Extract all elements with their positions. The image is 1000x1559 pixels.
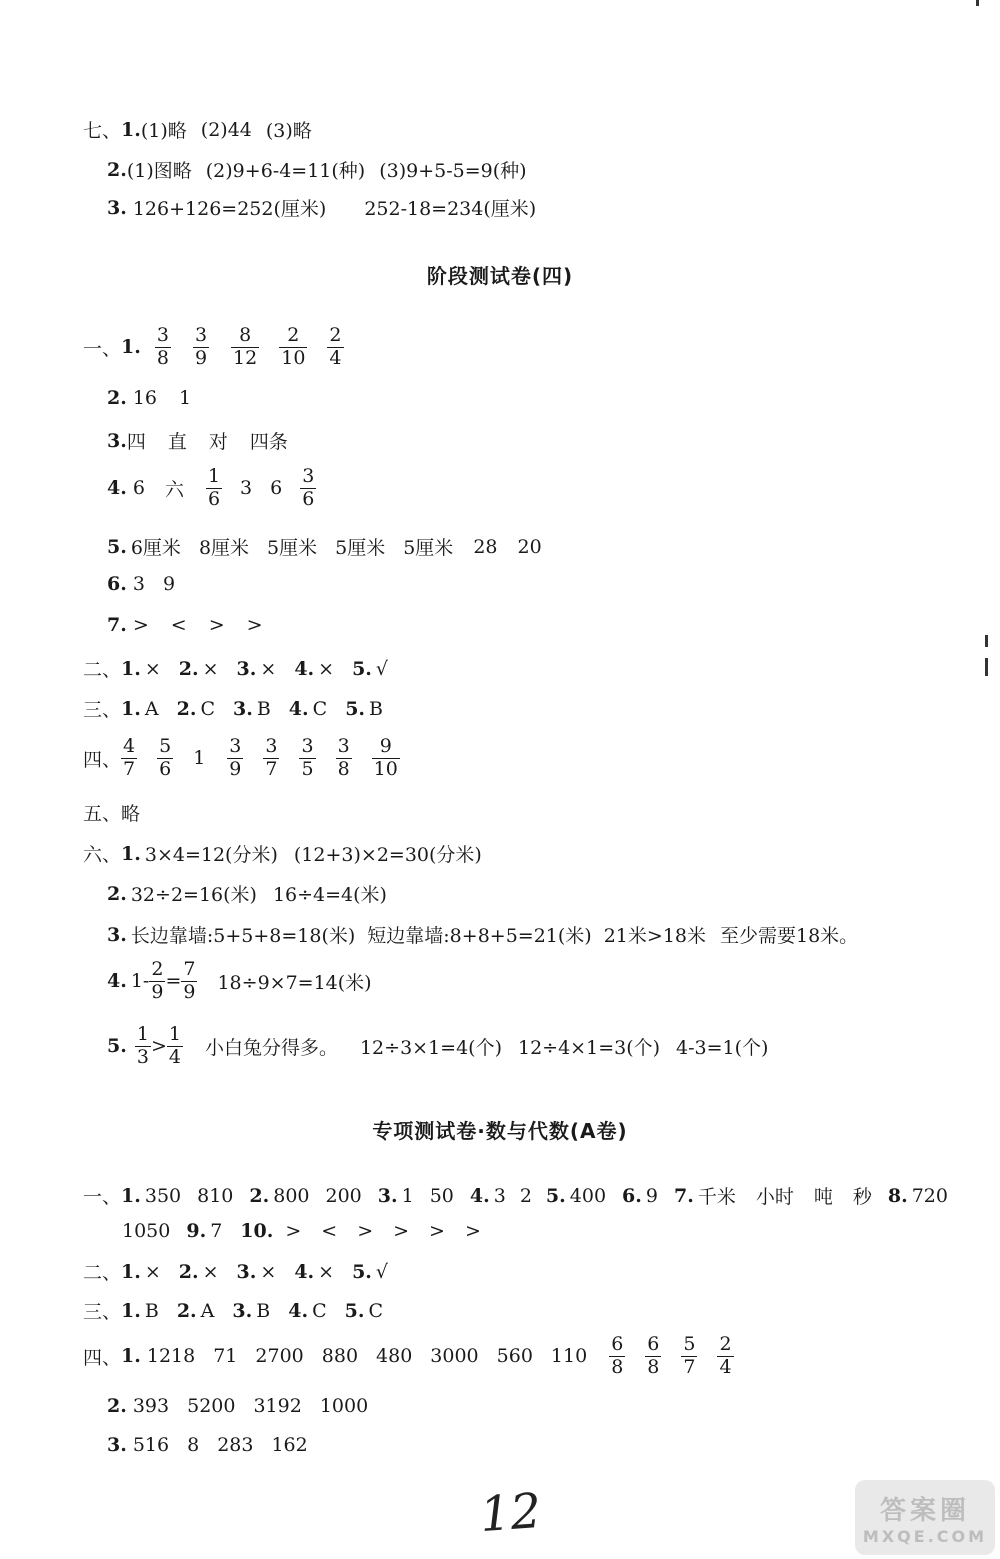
fraction: $\frac{7}{9}$ bbox=[183, 958, 196, 1003]
fraction: $\frac{6}{8}$ bbox=[647, 1333, 660, 1378]
special-s4-q1: 四、 1. 1218 71 2700 880 480 3000 560 110 $\frac{6}{8}$ $\frac{6}{8}$ $\frac{5}{7}$ $\frac{2}{4}$ bbox=[83, 1333, 732, 1378]
special-s1-line1: 一、 1. 350 810 2. 800 200 3. 1 50 4. 3 2 5. 400 6. 9 7. 千米 小时 吨 秒 8. 720 bbox=[83, 1184, 948, 1208]
stage4-s1-q7: 7. > < > > bbox=[107, 614, 263, 636]
sec7-q3: 3. 126+126=252(厘米) 252-18=234(厘米) bbox=[107, 196, 537, 220]
edge-mark bbox=[985, 635, 988, 647]
fraction: $\frac{8}{12}$ bbox=[233, 324, 258, 369]
stage4-s6-q3: 3. 长边靠墙:5+5+8=18(米) 短边靠墙:8+8+5=21(米) 21米>18米 至少需要18米。 bbox=[107, 923, 859, 947]
fraction: $\frac{5}{6}$ bbox=[159, 735, 172, 780]
fraction: $\frac{3}{5}$ bbox=[301, 735, 314, 780]
stage4-s1-q3: 3. 四 直 对 四条 bbox=[107, 429, 288, 453]
sec7-q2: 2. (1)图略 (2)9+6-4=11(种) (3)9+5-5=9(种) bbox=[107, 158, 527, 182]
special-s2: 二、 1. × 2. × 3. × 4. × 5. √ bbox=[83, 1260, 389, 1284]
stage4-s4: 四、 $\frac{4}{7}$ $\frac{5}{6}$ 1 $\frac{3}{9}$ $\frac{3}{7}$ $\frac{3}{5}$ $\frac{3}{8}$ $\frac{9}{10}$ bbox=[83, 735, 398, 780]
section-title: 专项测试卷·数与代数(A卷) bbox=[372, 1119, 628, 1143]
stage4-s6-q1: 六、 1. 3×4=12(分米) (12+3)×2=30(分米) bbox=[83, 842, 482, 866]
stage4-s1-q5: 5. 6厘米 8厘米 5厘米 5厘米 5厘米 28 20 bbox=[107, 535, 542, 559]
special-s1-line2: 1050 9. 7 10. > < > > > > bbox=[122, 1220, 481, 1242]
watermark-logo: 答案圈 MXQE.COM bbox=[855, 1480, 995, 1555]
fraction: $\frac{3}{8}$ bbox=[156, 324, 169, 369]
stage4-s5: 五、 略 bbox=[83, 803, 141, 825]
fraction: $\frac{6}{8}$ bbox=[611, 1333, 624, 1378]
fraction: $\frac{2}{10}$ bbox=[281, 324, 306, 369]
stage4-s3: 三、 1. A 2. C 3. B 4. C 5. B bbox=[83, 697, 383, 721]
fraction: $\frac{3}{9}$ bbox=[229, 735, 242, 780]
fraction: $\frac{3}{7}$ bbox=[265, 735, 278, 780]
special-s4-q2: 2. 393 5200 3192 1000 bbox=[107, 1395, 369, 1417]
fraction: $\frac{2}{4}$ bbox=[329, 324, 342, 369]
fraction: $\frac{3}{8}$ bbox=[337, 735, 350, 780]
fraction: $\frac{1}{4}$ bbox=[168, 1023, 181, 1068]
fraction: $\frac{1}{6}$ bbox=[207, 465, 221, 510]
special-s4-q3: 3. 516 8 283 162 bbox=[107, 1434, 308, 1456]
section-title: 阶段测试卷(四) bbox=[426, 264, 574, 288]
section-label: 七、 bbox=[83, 120, 122, 142]
stage4-s1-q1: 一、 1. $\frac{3}{8}$ $\frac{3}{9}$ $\frac{8}{12}$ $\frac{2}{10}$ $\frac{2}{4}$ bbox=[83, 324, 342, 369]
stage4-s6-q4: 4. 1- $\frac{2}{9}$ = $\frac{7}{9}$ 18÷9×7=14(米) bbox=[107, 958, 372, 1003]
sec7-q1: 七、 1. (1)略 (2)44 (3)略 bbox=[83, 116, 312, 143]
stage4-s1-q2: 2. 16 1 bbox=[107, 387, 192, 409]
fraction: $\frac{2}{9}$ bbox=[151, 958, 164, 1003]
fraction: $\frac{9}{10}$ bbox=[373, 735, 398, 780]
fraction: $\frac{5}{7}$ bbox=[683, 1333, 696, 1378]
fraction: $\frac{2}{4}$ bbox=[719, 1333, 732, 1378]
stage4-s6-q5: 5. $\frac{1}{3}$ > $\frac{1}{4}$ 小白兔分得多。 12÷3×1=4(个) 12÷4×1=3(个) 4-3=1(个) bbox=[107, 1023, 769, 1068]
fraction: $\frac{1}{3}$ bbox=[136, 1023, 149, 1068]
page-number: 12 bbox=[478, 1482, 543, 1544]
fraction: $\frac{4}{7}$ bbox=[123, 735, 136, 780]
stage4-s1-q4: 4. 6 六 $\frac{1}{6}$ 3 6 $\frac{3}{6}$ bbox=[107, 465, 315, 510]
stage4-s1-q6: 6. 3 9 bbox=[107, 573, 176, 595]
stage4-s6-q2: 2. 32÷2=16(米) 16÷4=4(米) bbox=[107, 882, 387, 906]
fraction: $\frac{3}{6}$ bbox=[302, 465, 315, 510]
edge-mark bbox=[976, 0, 979, 6]
special-s3: 三、 1. B 2. A 3. B 4. C 5. C bbox=[83, 1299, 383, 1323]
stage4-s2: 二、 1. × 2. × 3. × 4. × 5. √ bbox=[83, 657, 389, 681]
edge-mark bbox=[985, 658, 988, 676]
fraction: $\frac{3}{9}$ bbox=[194, 324, 208, 369]
